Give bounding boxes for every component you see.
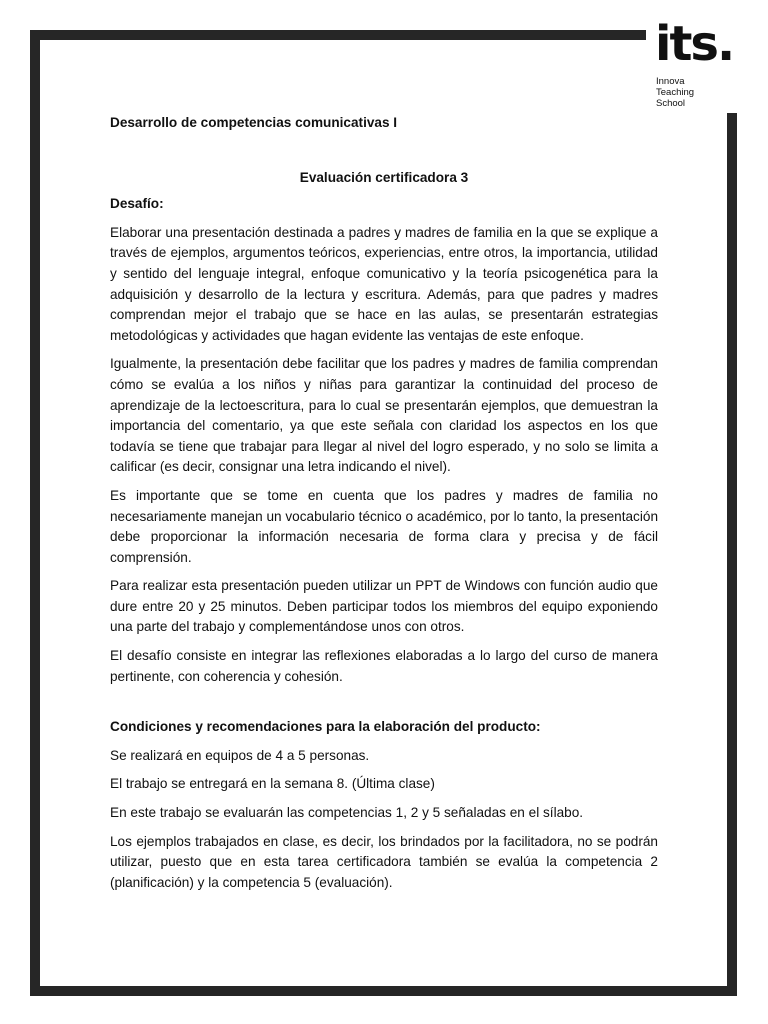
course-title: Desarrollo de competencias comunicativas I	[110, 115, 398, 130]
page-frame-top	[30, 30, 646, 40]
evaluation-title: Evaluación certificadora 3	[299, 169, 469, 185]
page-frame-left	[30, 30, 40, 996]
logo-mark: its.	[655, 16, 734, 72]
condition-item: Se realizará en equipos de 4 a 5 personas.	[110, 747, 370, 763]
condition-item: En este trabajo se evaluarán las competencias 1, 2 y 5 señaladas en el sílabo.	[110, 805, 584, 821]
challenge-label: Desafío:	[110, 196, 164, 212]
conditions-title: Condiciones y recomendaciones para la elaboración del producto:	[110, 719, 541, 735]
its-logo	[653, 16, 743, 113]
logo-line: Innova	[656, 76, 685, 87]
challenge-paragraph: Para realizar esta presentación pueden utilizar un PPT de Windows con función audio que dure entre 20 y 25 minutos. Deben participar todos los miembros del equipo exponiendo una parte del trabajo y complementándose unos con otros.	[110, 578, 658, 635]
logo-line: Teaching	[656, 87, 695, 98]
page-frame-bottom	[30, 986, 737, 996]
challenge-paragraph: Igualmente, la presentación debe facilitar que los padres y madres de familia comprendan cómo se evalúa a los niños y niñas para garantizar la continuidad del proceso de aprendizaje de la lectoescritura, para lo cual se presentarán ejemplos, que demuestran la importancia del comentario, ya que este señala con claridad los aspectos en los que todavía se tiene que trabajar para llegar al nivel del logro esperado, y no solo se limita a calificar (es decir, consignar una letra indicando el nivel).	[110, 356, 658, 475]
challenge-paragraph: Elaborar una presentación destinada a padres y madres de familia en la que se explique a través de ejemplos, argumentos teóricos, experiencias, entre otros, la importancia, utilidad y sentido del lenguaje integral, enfoque comunicativo y la teoría psicogenética para la adquisición y desarrollo de la lectura y escritura. Además, para que padres y madres comprendan mejor el trabajo que se hace en las aulas, se presentarán estrategias metodológicas y actividades que hagan evidente las ventajas de este enfoque.	[110, 224, 658, 343]
challenge-paragraph: El desafío consiste en integrar las reflexiones elaboradas a lo largo del curso de manera pertinente, con coherencia y cohesión.	[110, 648, 658, 684]
challenge-paragraph: Es importante que se tome en cuenta que los padres y madres de familia no necesariamente manejan un vocabulario técnico o académico, por lo tanto, la presentación debe proporcionar la información necesaria de forma clara y precisa y de fácil comprensión.	[110, 487, 658, 565]
page-frame-right	[727, 80, 737, 996]
document-body	[110, 113, 658, 893]
logo-subtitle	[656, 76, 694, 109]
condition-item: Los ejemplos trabajados en clase, es decir, los brindados por la facilitadora, no se podrán utilizar, puesto que en esta tarea certificadora también se evalúa la competencia 2 (planificación) y la competencia 5 (evaluación).	[110, 833, 658, 890]
condition-item: El trabajo se entregará en la semana 8. (Última clase)	[110, 776, 435, 792]
logo-line: School	[656, 98, 686, 109]
